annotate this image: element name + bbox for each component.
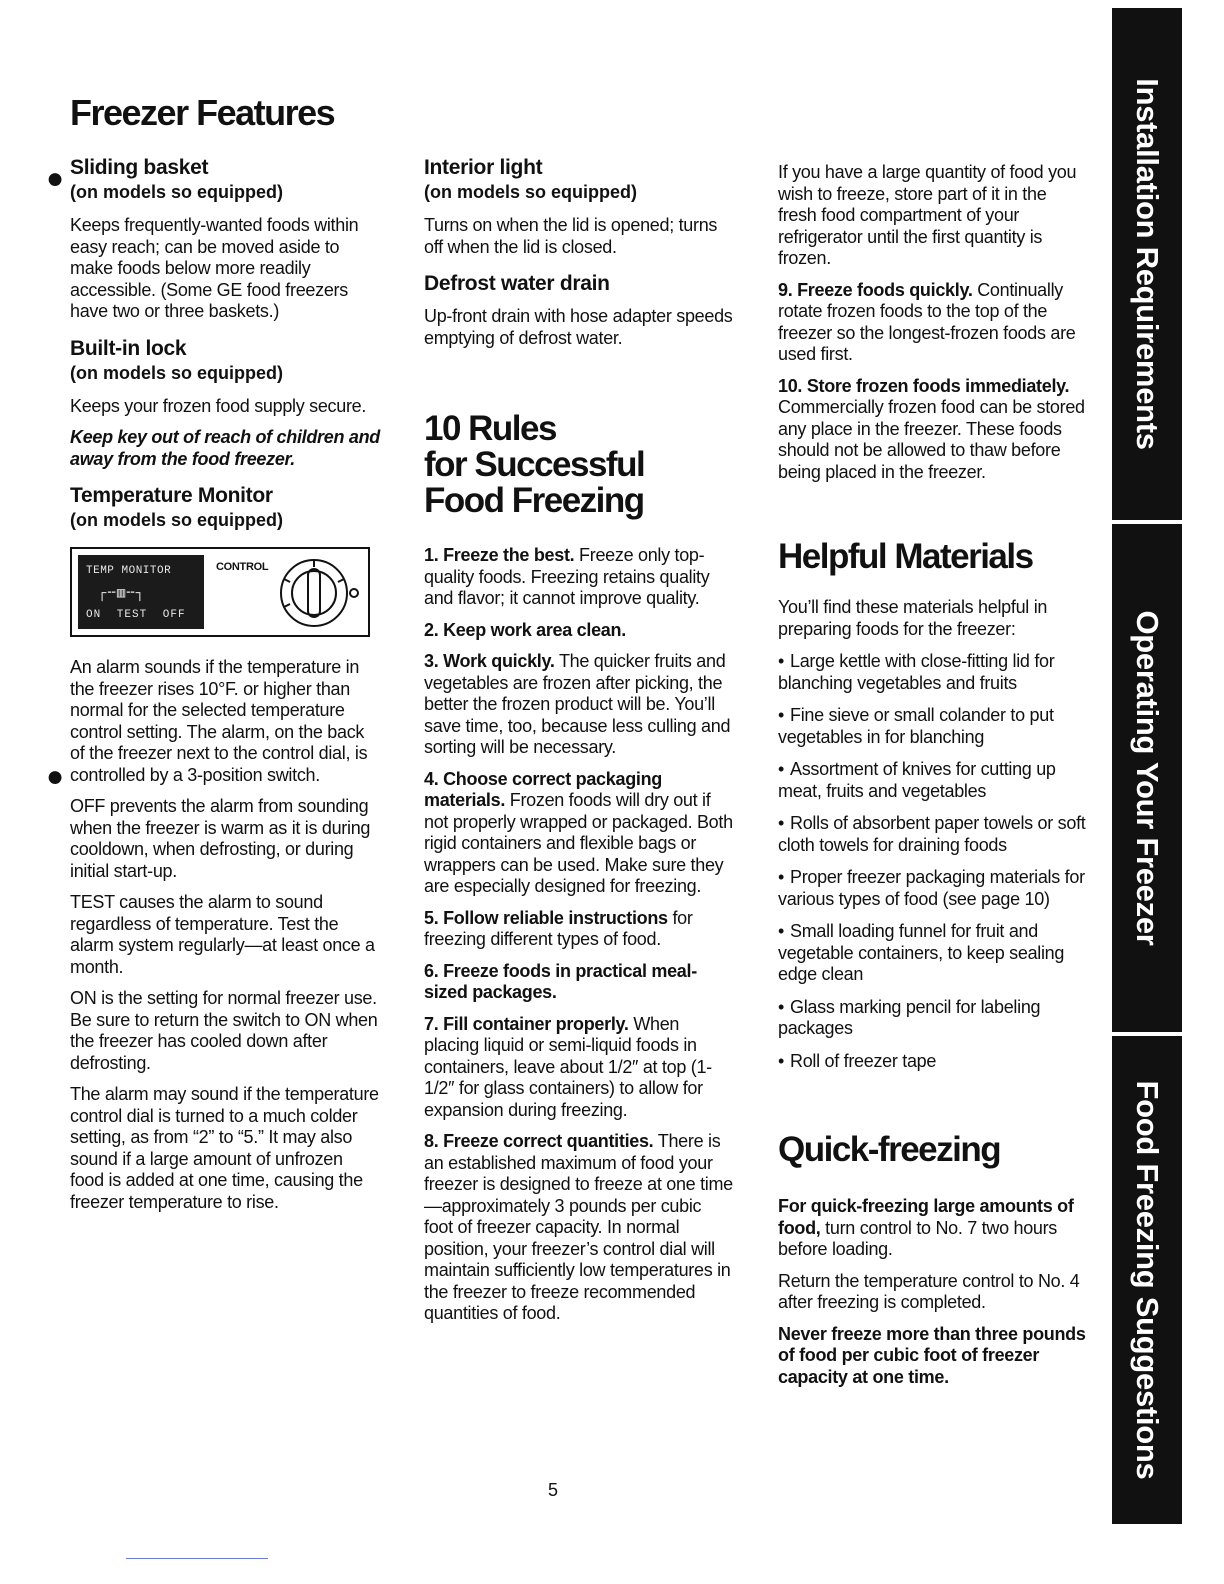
- list-item: • Proper freezer packaging materials for various types of food (see page 10): [778, 867, 1088, 910]
- tab-label: Food Freezing Suggestions: [1130, 1080, 1165, 1480]
- quick-freezing-heading: Quick-freezing: [778, 1130, 1001, 1169]
- rule-item: [778, 376, 1088, 484]
- interior-light-heading: Interior light: [424, 156, 543, 179]
- quick-freezing-paragraph: [778, 1196, 1088, 1261]
- list-item: • Large kettle with close-fitting lid for blanching vegetables and fruits: [778, 651, 1088, 694]
- built-in-lock-text: Keeps your frozen food supply secure.: [70, 395, 367, 416]
- list-item: • Assortment of knives for cutting up meat, fruits and vegetables: [778, 759, 1088, 802]
- control-dial-icon: [274, 555, 360, 631]
- tab-label: Operating Your Freezer: [1130, 610, 1165, 946]
- built-in-lock-heading: Built-in lock: [70, 336, 187, 360]
- helpful-materials-list: [778, 651, 1088, 1072]
- temperature-monitor-heading: Temperature Monitor: [70, 484, 273, 507]
- three-position-switch-icon: ┌╌▥╌┐: [98, 586, 146, 602]
- rules-heading-line: for Successful: [424, 445, 645, 484]
- list-item: • Fine sieve or small colander to put vegetables in for blanching: [778, 705, 1088, 748]
- control-label: CONTROL: [216, 561, 269, 573]
- temp-monitor-display: [78, 555, 204, 629]
- switch-positions: ON TEST OFF: [86, 609, 186, 621]
- rule-lead: 9. Freeze foods quickly.: [778, 279, 973, 300]
- rule-text: The quicker fruits and vegetables are frozen after picking, the better the frozen product will be. You’ll save time, too, because less culling and sorting will be necessary.: [424, 651, 731, 757]
- list-item: • Small loading funnel for fruit and vegetable containers, to keep sealing edge clean: [778, 921, 1088, 986]
- sliding-basket-subheading: (on models so equipped): [70, 182, 284, 202]
- rules-heading-line: Food Freezing: [424, 481, 644, 520]
- rule-text: for freezing different types of food.: [424, 907, 693, 949]
- page-number: 5: [548, 1480, 559, 1500]
- rule-lead: 5. Follow reliable instructions: [424, 907, 668, 928]
- rule-item: [778, 280, 1088, 366]
- helpful-materials-intro: You’ll find these materials helpful in preparing foods for the freezer:: [778, 597, 1048, 639]
- rule-lead: 8. Freeze correct quantities.: [424, 1131, 654, 1151]
- rule-lead: 7. Fill container properly.: [424, 1013, 629, 1034]
- interior-light-text: Turns on when the lid is opened; turns off when the lid is closed.: [424, 215, 718, 257]
- list-item: • Rolls of absorbent paper towels or soft cloth towels for draining foods: [778, 813, 1088, 856]
- quick-freezing-lead: For quick-freezing large amounts of food,: [778, 1196, 1074, 1238]
- rules-heading: [424, 411, 734, 519]
- rule-lead: 2. Keep work area clean.: [424, 619, 626, 640]
- divider: [126, 1558, 268, 1559]
- rule-text: Continually rotate frozen foods to the top of the freezer so the longest-frozen foods are used first.: [778, 279, 1076, 364]
- temperature-monitor-paragraph: ON is the setting for normal freezer use. Be sure to return the switch to ON when the freezer has cooled down after defrosting.: [70, 988, 378, 1073]
- quick-freezing-text: turn control to No. 7 two hours before loading.: [778, 1217, 1058, 1259]
- defrost-drain-heading: Defrost water drain: [424, 272, 610, 295]
- tab-installation-requirements[interactable]: [1112, 8, 1182, 520]
- temperature-monitor-section: [70, 484, 380, 1213]
- built-in-lock-section: [70, 337, 380, 471]
- tab-operating-your-freezer[interactable]: [1112, 524, 1182, 1032]
- temperature-monitor-paragraph: TEST causes the alarm to sound regardless of temperature. Test the alarm system regularly—at least once a month.: [70, 892, 375, 977]
- rule-item: [424, 545, 734, 610]
- built-in-lock-warning: Keep key out of reach of children and away from the food freezer.: [70, 427, 380, 469]
- binder-hole-icon: ●: [46, 162, 65, 195]
- sliding-basket-section: [70, 156, 380, 323]
- interior-light-section: [424, 156, 734, 258]
- tab-food-freezing-suggestions[interactable]: [1112, 1036, 1182, 1524]
- built-in-lock-subheading: (on models so equipped): [70, 362, 284, 383]
- helpful-materials-heading: Helpful Materials: [778, 537, 1033, 576]
- interior-light-subheading: (on models so equipped): [424, 182, 638, 202]
- rule-8-continued: If you have a large quantity of food you wish to freeze, store part of it in the fresh food compartment of your refrigerator until the first quantity is frozen.: [778, 162, 1077, 268]
- sliding-basket-text: Keeps frequently-wanted foods within easy reach; can be moved aside to make foods below more readily accessible. (Some GE food freezers have two or three baskets.): [70, 215, 359, 321]
- rule-text: When placing liquid or semi-liquid foods in containers, leave about 1/2″ at top (1-1/2″ for glass containers) to allow for expansion during freezing.: [424, 1013, 712, 1120]
- rule-item: [424, 908, 734, 951]
- tab-label: Installation Requirements: [1130, 78, 1165, 450]
- sliding-basket-heading: Sliding basket: [70, 156, 209, 179]
- rule-item: [424, 1014, 734, 1122]
- rule-lead: 6. Freeze foods in practical meal-sized packages.: [424, 960, 697, 1002]
- rule-text: Frozen foods will dry out if not properly wrapped or packaged. Both rigid containers and flexible bags or wrappers can be used. Make sure they are especially designed for freezing.: [424, 790, 733, 896]
- list-item: • Roll of freezer tape: [778, 1051, 1088, 1073]
- defrost-drain-section: [424, 272, 734, 349]
- temperature-monitor-paragraph: OFF prevents the alarm from sounding when the freezer is warm as it is during cooldown, when defrosting, or during initial start-up.: [70, 796, 371, 881]
- rule-lead: 4. Choose correct packaging materials.: [424, 768, 662, 810]
- temperature-monitor-paragraph: An alarm sounds if the temperature in the freezer rises 10°F. or higher than normal for the selected temperature control setting. The alarm, on the back of the freezer next to the control dial, is controlled by a 3-position switch.: [70, 657, 368, 785]
- rule-item: [424, 961, 734, 1004]
- rule-item: [424, 1131, 734, 1325]
- rule-item: [424, 651, 734, 759]
- page-title: Freezer Features: [70, 92, 335, 133]
- rule-text: Commercially frozen food can be stored any place in the freezer. These foods should not be allowed to thaw before being placed in the freezer.: [778, 397, 1085, 482]
- temperature-monitor-paragraph: The alarm may sound if the temperature control dial is turned to a much colder setting, as from “2” to “5.” It may also sound if a large amount of unfrozen food is added at one time, causing the freezer temperature to rise.: [70, 1084, 379, 1212]
- temperature-monitor-subheading: (on models so equipped): [70, 510, 284, 530]
- binder-hole-icon: ●: [46, 760, 65, 793]
- quick-freezing-warning: Never freeze more than three pounds of food per cubic foot of freezer capacity at one time.: [778, 1323, 1086, 1387]
- column-freezer-features: [70, 156, 380, 1223]
- quick-freezing-paragraph: Return the temperature control to No. 4 after freezing is completed.: [778, 1270, 1080, 1312]
- column-interior-and-rules: [424, 156, 734, 1335]
- rules-heading-line: 10 Rules: [424, 409, 556, 448]
- rule-text: Freeze only top-quality foods. Freezing retains quality and flavor; it cannot improve quality.: [424, 545, 710, 608]
- temp-monitor-label: TEMP MONITOR: [86, 565, 172, 577]
- rule-item: [424, 620, 734, 642]
- list-item: • Glass marking pencil for labeling packages: [778, 997, 1088, 1040]
- column-materials-and-quick-freezing: [778, 156, 1088, 1398]
- rule-item: [424, 769, 734, 898]
- rule-text: There is an established maximum of food your freezer is designed to freeze at one time—approximately 3 pounds per cubic foot of freezer capacity. In normal position, your freezer’s control dial will maintain sufficiently low temperatures in the freezer to freeze recommended quantities of food.: [424, 1131, 733, 1323]
- defrost-drain-text: Up-front drain with hose adapter speeds emptying of defrost water.: [424, 306, 733, 348]
- temperature-monitor-panel-illustration: [70, 547, 370, 637]
- rule-lead: 10. Store frozen foods immediately.: [778, 375, 1070, 396]
- rule-lead: 3. Work quickly.: [424, 651, 555, 671]
- rule-lead: 1. Freeze the best.: [424, 545, 575, 565]
